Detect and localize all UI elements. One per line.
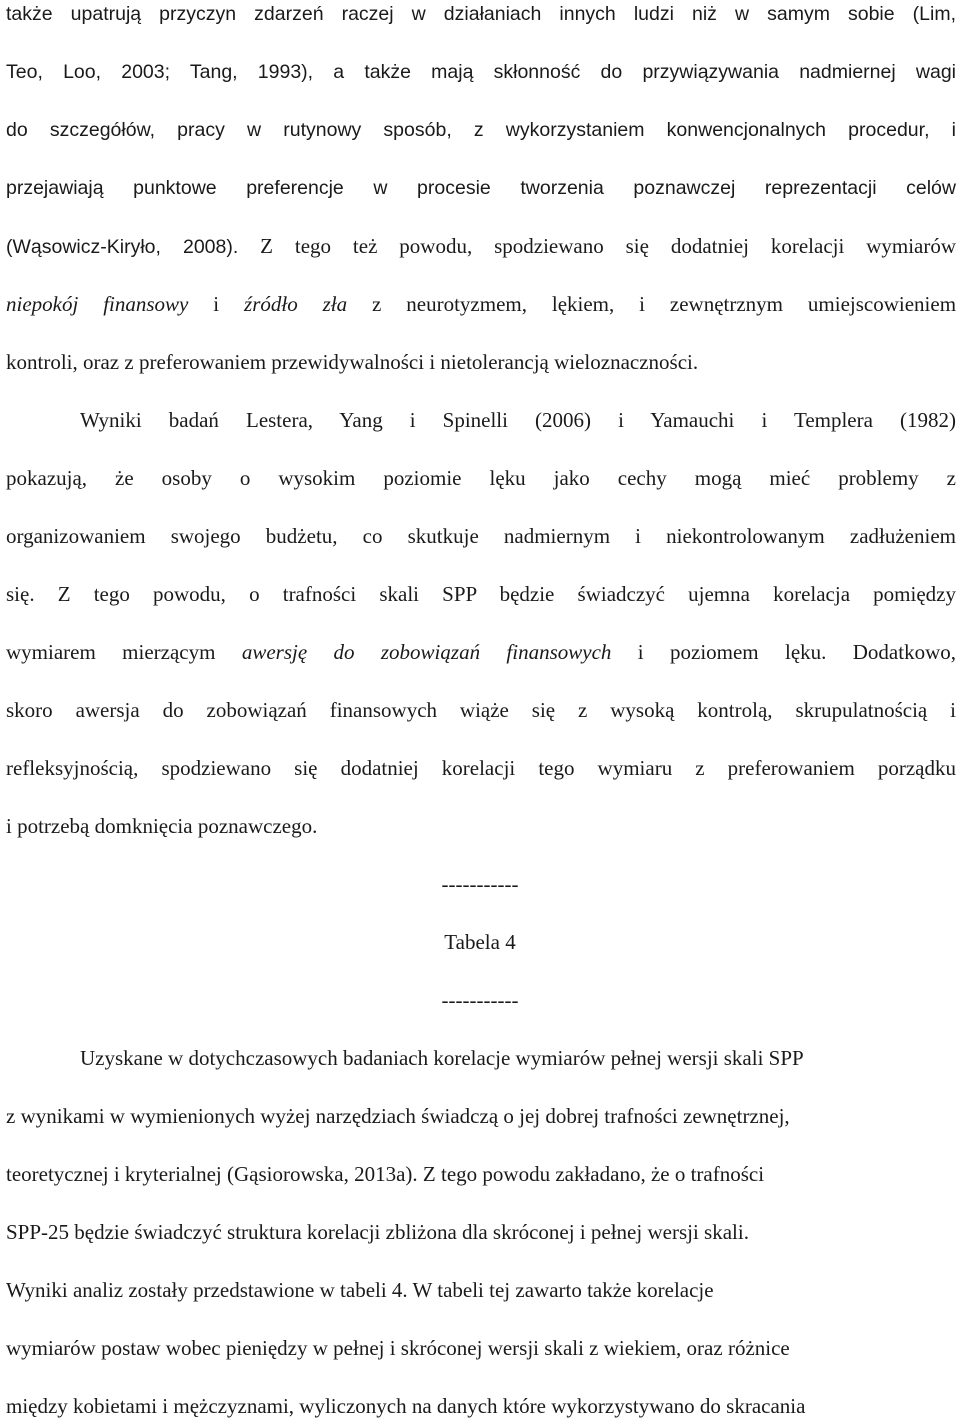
table-label: Tabela 4 [444, 930, 516, 954]
italic-term: źródło zła [244, 292, 348, 316]
text-line: SPP-25 będzie świadczyć struktura korelacji zbliżona dla skróconej i pełnej wersji skali. [6, 1220, 749, 1244]
separator-bottom: ----------- [441, 988, 519, 1012]
text-line: skoro awersja do zobowiązań finansowych wiąże się z wysoką kontrolą, skrupulatnością i [6, 698, 956, 722]
text-line: do szczegółów, pracy w rutynowy sposób, z wykorzystaniem konwencjonalnych procedur, i [6, 119, 956, 141]
text-line: Wyniki analiz zostały przedstawione w tabeli 4. W tabeli tej zawarto także korelacje [6, 1278, 714, 1302]
text-line: teoretycznej i kryterialnej (Gąsiorowska, 2013a). Z tego powodu zakładano, że o trafności [6, 1162, 765, 1186]
text-line: przejawiają punktowe preferencje w procesie tworzenia poznawczej reprezentacji celów [6, 177, 956, 199]
text-line: Wyniki badań Lestera, Yang i Spinelli (2006) i Yamauchi i Templera (1982) [80, 408, 956, 432]
italic-term: awersję do zobowiązań finansowych [241, 640, 612, 664]
text-line: Teo, Loo, 2003; Tang, 1993), a także mają skłonność do przywiązywania nadmiernej wagi [6, 61, 956, 83]
text-line: organizowaniem swojego budżetu, co skutkuje nadmiernym i niekontrolowanym zadłużeniem [6, 524, 956, 548]
citation-text: (Wąsowicz-Kiryło, 2008). [6, 236, 239, 258]
text-line: i potrzebą domknięcia poznawczego. [6, 814, 318, 838]
text-fragment: i poziomem lęku. Dodatkowo, [637, 640, 957, 664]
text-fragment: wymiarem mierzącym [6, 640, 216, 664]
text-line: refleksyjnością, spodziewano się dodatniej korelacji tego wymiaru z preferowaniem porządku [6, 756, 956, 780]
text-fragment: z neurotyzmem, lękiem, i zewnętrznym umiejscowieniem [372, 292, 957, 316]
text-line: się. Z tego powodu, o trafności skali SPP będzie świadczyć ujemna korelacja pomiędzy [6, 582, 956, 606]
text-line: także upatrują przyczyn zdarzeń raczej w działaniach innych ludzi niż w samym sobie (Lim, [6, 3, 956, 25]
italic-term: niepokój finansowy [6, 292, 189, 316]
text-line [6, 290, 956, 318]
text-fragment: i [213, 292, 220, 316]
text-line: między kobietami i mężczyznami, wyliczonych na danych które wykorzystywano do skracania [6, 1394, 806, 1418]
text-line: z wynikami w wymienionych wyżej narzędziach świadczą o jej dobrej trafności zewnętrznej, [6, 1104, 790, 1128]
separator-top: ----------- [441, 872, 519, 896]
text-line [6, 638, 956, 666]
text-line [6, 232, 956, 261]
text-line: Uzyskane w dotychczasowych badaniach korelacje wymiarów pełnej wersji skali SPP [80, 1046, 804, 1070]
sentence-text: Z tego też powodu, spodziewano się dodatniej korelacji wymiarów [260, 234, 957, 258]
text-line: pokazują, że osoby o wysokim poziomie lęku jako cechy mogą mieć problemy z [6, 466, 956, 490]
text-line: kontroli, oraz z preferowaniem przewidywalności i nietolerancją wieloznaczności. [6, 350, 699, 374]
text-line: wymiarów postaw wobec pieniędzy w pełnej i skróconej wersji skali z wiekiem, oraz różnice [6, 1336, 790, 1360]
